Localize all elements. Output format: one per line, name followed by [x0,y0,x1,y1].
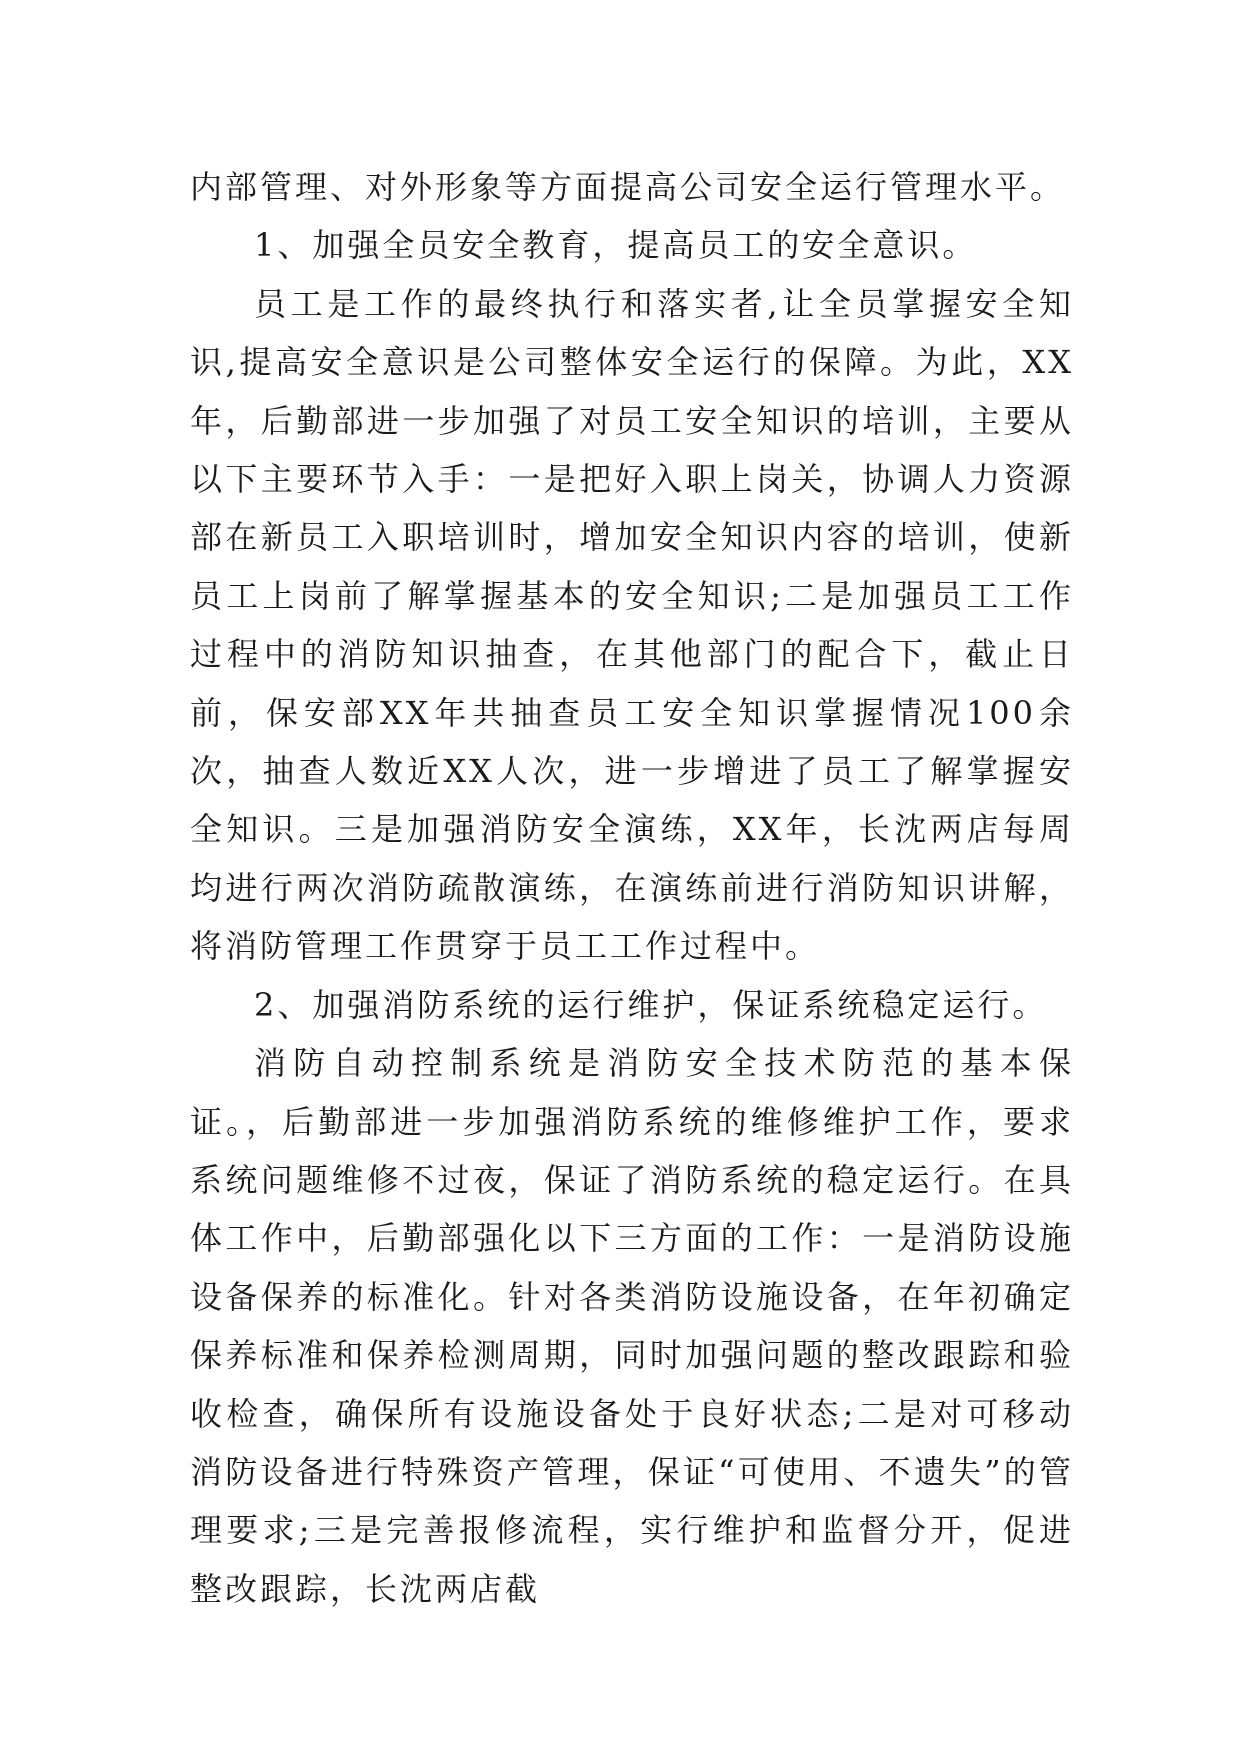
paragraph-continuation: 内部管理、对外形象等方面提高公司安全运行管理水平。 [190,168,1066,206]
document-body [190,158,1074,1618]
heading-safety-education: 1、加强全员安全教育，提高员工的安全意识。 [254,226,978,265]
heading-fire-system-maintenance: 2、加强消防系统的运行维护，保证系统稳定运行。 [254,985,1048,1024]
paragraph-safety-education: 员工是工作的最终执行和落实者,让全员掌握安全知识,提高安全意识是公司整体安全运行的保障。为此，XX年，后勤部进一步加强了对员工安全知识的培训，主要从以下主要环节入手：一是把好入职上岗关，协调人力资源部在新员工入职培训时，增加安全知识内容的培训，使新员工上岗前了解掌握基本的安全知识;二是加强员工工作过程中的消防知识抽查，在其他部门的配合下，截止日前，保安部XX年共抽查员工安全知识掌握情况100余次，抽查人数近XX人次，进一步增进了员工了解掌握安全知识。三是加强消防安全演练，XX年，长沈两店每周均进行两次消防疏散演练，在演练前进行消防知识讲解，将消防管理工作贯穿于员工工作过程中。 [190,284,1074,966]
paragraph-fire-system-maintenance: 消防自动控制系统是消防安全技术防范的基本保证。，后勤部进一步加强消防系统的维修维护工作，要求系统问题维修不过夜，保证了消防系统的稳定运行。在具体工作中，后勤部强化以下三方面的工作：一是消防设施设备保养的标准化。针对各类消防设施设备，在年初确定保养标准和保养检测周期，同时加强问题的整改跟踪和验收检查，确保所有设施设备处于良好状态;二是对可移动消防设备进行特殊资产管理，保证“可使用、不遗失”的管理要求;三是完善报修流程，实行维护和监督分开，促进整改跟踪，长沈两店截 [190,1044,1074,1608]
